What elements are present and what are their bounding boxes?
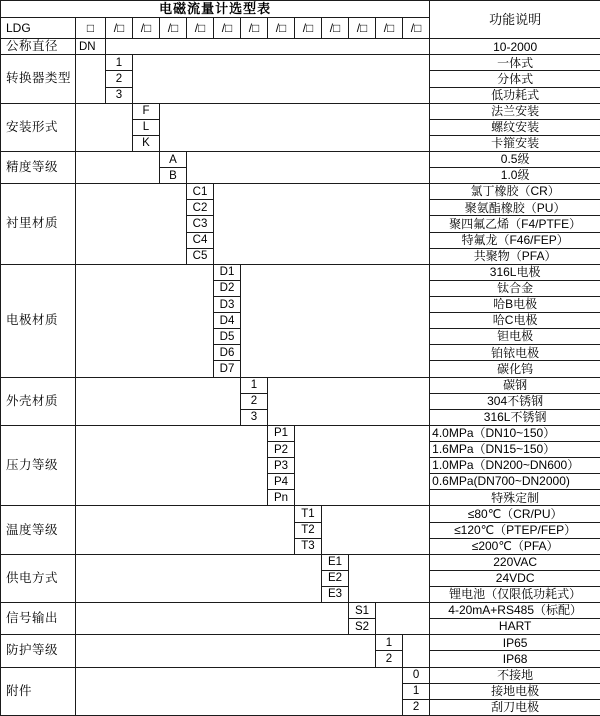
- code-cell: S2: [349, 619, 376, 635]
- description-cell: 法兰安装: [430, 103, 600, 119]
- description-cell: 220VAC: [430, 554, 600, 570]
- selection-table-body: [1, 1, 600, 716]
- model-base-box: □: [76, 18, 106, 39]
- spacer-cell: [295, 425, 430, 506]
- description-cell: ≤200℃（PFA）: [430, 538, 600, 554]
- code-cell: B: [160, 168, 187, 184]
- table-title: 电磁流量计选型表: [1, 1, 430, 18]
- description-cell: 氯丁橡胶（CR）: [430, 184, 600, 200]
- table-row: [1, 103, 600, 119]
- code-cell: 3: [106, 87, 133, 103]
- table-row: [1, 554, 600, 570]
- code-cell: 3: [241, 409, 268, 425]
- code-cell: 1: [241, 377, 268, 393]
- spacer-cell: [241, 264, 430, 377]
- spacer-cell: [214, 184, 430, 265]
- spacer-cell: [268, 377, 430, 425]
- spacer-cell: [76, 425, 268, 506]
- description-cell: 共聚物（PFA）: [430, 248, 600, 264]
- table-row: [1, 667, 600, 683]
- table-row: [1, 55, 600, 71]
- code-cell: 2: [376, 651, 403, 667]
- code-cell: 2: [403, 699, 430, 715]
- description-cell: 1.0级: [430, 168, 600, 184]
- description-cell: 1.0MPa（DN200~DN600）: [430, 458, 600, 474]
- spacer-cell: [76, 103, 133, 151]
- table-row: [1, 152, 600, 168]
- table-row: [1, 184, 600, 200]
- code-cell: A: [160, 152, 187, 168]
- description-cell: 哈C电极: [430, 313, 600, 329]
- code-cell: 1: [376, 635, 403, 651]
- spacer-cell: [76, 377, 241, 425]
- description-cell: 聚氨酯橡胶（PU）: [430, 200, 600, 216]
- spacer-cell: [349, 554, 430, 602]
- code-cell: D4: [214, 313, 241, 329]
- table-row: [1, 377, 600, 393]
- model-segment-box: /□: [106, 18, 133, 39]
- description-cell: ≤120℃（PTEP/FEP）: [430, 522, 600, 538]
- description-cell: 锂电池（仅限低功耗式）: [430, 586, 600, 602]
- code-cell: D5: [214, 329, 241, 345]
- description-cell: ≤80℃（CR/PU）: [430, 506, 600, 522]
- spacer-cell: [76, 667, 403, 715]
- code-cell: D2: [214, 280, 241, 296]
- description-cell: 4.0MPa（DN10~150）: [430, 425, 600, 441]
- model-segment-box: /□: [241, 18, 268, 39]
- spacer-cell: [133, 55, 430, 103]
- description-cell: 特氟龙（F46/FEP）: [430, 232, 600, 248]
- spacer-cell: [76, 506, 295, 554]
- description-cell: 分体式: [430, 71, 600, 87]
- category-label: 温度等级: [1, 506, 76, 554]
- code-cell: P3: [268, 458, 295, 474]
- model-segment-box: /□: [322, 18, 349, 39]
- code-cell: D7: [214, 361, 241, 377]
- category-label: 电极材质: [1, 264, 76, 377]
- code-cell: S1: [349, 603, 376, 619]
- code-cell: D6: [214, 345, 241, 361]
- description-cell: 24VDC: [430, 570, 600, 586]
- model-segment-box: /□: [268, 18, 295, 39]
- description-cell: IP65: [430, 635, 600, 651]
- description-cell: 1.6MPa（DN15~150）: [430, 441, 600, 457]
- model-segment-box: /□: [187, 18, 214, 39]
- code-cell: C4: [187, 232, 214, 248]
- description-cell: 10-2000: [430, 39, 600, 55]
- description-cell: 碳钢: [430, 377, 600, 393]
- code-cell: L: [133, 119, 160, 135]
- model-segment-box: /□: [349, 18, 376, 39]
- description-cell: 一体式: [430, 55, 600, 71]
- code-cell: Pn: [268, 490, 295, 506]
- code-cell: E1: [322, 554, 349, 570]
- category-label: 压力等级: [1, 425, 76, 506]
- table-row: [1, 603, 600, 619]
- table-row: [1, 425, 600, 441]
- code-cell: 1: [403, 683, 430, 699]
- code-cell: D1: [214, 264, 241, 280]
- category-label: 附件: [1, 667, 76, 715]
- spacer-cell: [76, 554, 322, 602]
- table-row: [1, 506, 600, 522]
- code-cell: P4: [268, 474, 295, 490]
- code-cell: E2: [322, 570, 349, 586]
- description-cell: 低功耗式: [430, 87, 600, 103]
- table-row: [1, 39, 600, 55]
- model-segment-box: /□: [160, 18, 187, 39]
- model-segment-box: /□: [214, 18, 241, 39]
- description-cell: 316L不锈钢: [430, 409, 600, 425]
- description-cell: 聚四氟乙烯（F4/PTFE）: [430, 216, 600, 232]
- model-segment-box: /□: [403, 18, 430, 39]
- description-cell: 316L电极: [430, 264, 600, 280]
- code-cell: T1: [295, 506, 322, 522]
- code-cell: C1: [187, 184, 214, 200]
- code-cell: 0: [403, 667, 430, 683]
- description-cell: 刮刀电极: [430, 699, 600, 715]
- category-label: 防护等级: [1, 635, 76, 667]
- category-label: 供电方式: [1, 554, 76, 602]
- category-label: 外壳材质: [1, 377, 76, 425]
- description-cell: IP68: [430, 651, 600, 667]
- model-segment-box: /□: [376, 18, 403, 39]
- code-cell: 2: [241, 393, 268, 409]
- description-cell: 螺纹安装: [430, 119, 600, 135]
- spacer-cell: [76, 184, 187, 265]
- model-segment-box: /□: [133, 18, 160, 39]
- spacer-cell: [187, 152, 430, 184]
- description-cell: 钽电极: [430, 329, 600, 345]
- category-label: 信号输出: [1, 603, 76, 635]
- spacer-cell: [403, 635, 430, 667]
- description-cell: 钛合金: [430, 280, 600, 296]
- category-label: 精度等级: [1, 152, 76, 184]
- code-cell: T2: [295, 522, 322, 538]
- description-cell: 接地电极: [430, 683, 600, 699]
- spacer-cell: [322, 506, 430, 554]
- code-cell: K: [133, 135, 160, 151]
- description-cell: 304不锈钢: [430, 393, 600, 409]
- spacer-cell: [106, 39, 430, 55]
- spacer-cell: [160, 103, 430, 151]
- category-label: 公称直径: [1, 39, 76, 55]
- description-cell: HART: [430, 619, 600, 635]
- description-cell: 哈B电极: [430, 297, 600, 313]
- description-cell: 特殊定制: [430, 490, 600, 506]
- spacer-cell: [76, 635, 376, 667]
- description-cell: 0.6MPa(DN700~DN2000): [430, 474, 600, 490]
- description-cell: 碳化钨: [430, 361, 600, 377]
- category-label: 转换器类型: [1, 55, 76, 103]
- code-cell: F: [133, 103, 160, 119]
- description-cell: 铂铱电极: [430, 345, 600, 361]
- model-segment-box: /□: [295, 18, 322, 39]
- table-row: [1, 264, 600, 280]
- description-cell: 0.5级: [430, 152, 600, 168]
- spacer-cell: [76, 152, 160, 184]
- description-cell: 不接地: [430, 667, 600, 683]
- code-cell: C5: [187, 248, 214, 264]
- spacer-cell: [76, 603, 349, 635]
- code-cell: DN: [76, 39, 106, 55]
- table-row: [1, 635, 600, 651]
- code-cell: P2: [268, 441, 295, 457]
- code-cell: T3: [295, 538, 322, 554]
- spacer-cell: [76, 264, 214, 377]
- category-label: 衬里材质: [1, 184, 76, 265]
- description-cell: 4-20mA+RS485（标配）: [430, 603, 600, 619]
- spacer-cell: [376, 603, 430, 635]
- code-cell: C2: [187, 200, 214, 216]
- code-cell: C3: [187, 216, 214, 232]
- model-prefix: LDG: [1, 18, 76, 39]
- function-column-header: 功能说明: [430, 1, 600, 39]
- spacer-cell: [76, 55, 106, 103]
- category-label: 安装形式: [1, 103, 76, 151]
- code-cell: D3: [214, 297, 241, 313]
- code-cell: 2: [106, 71, 133, 87]
- code-cell: P1: [268, 425, 295, 441]
- description-cell: 卡箍安装: [430, 135, 600, 151]
- code-cell: E3: [322, 586, 349, 602]
- code-cell: 1: [106, 55, 133, 71]
